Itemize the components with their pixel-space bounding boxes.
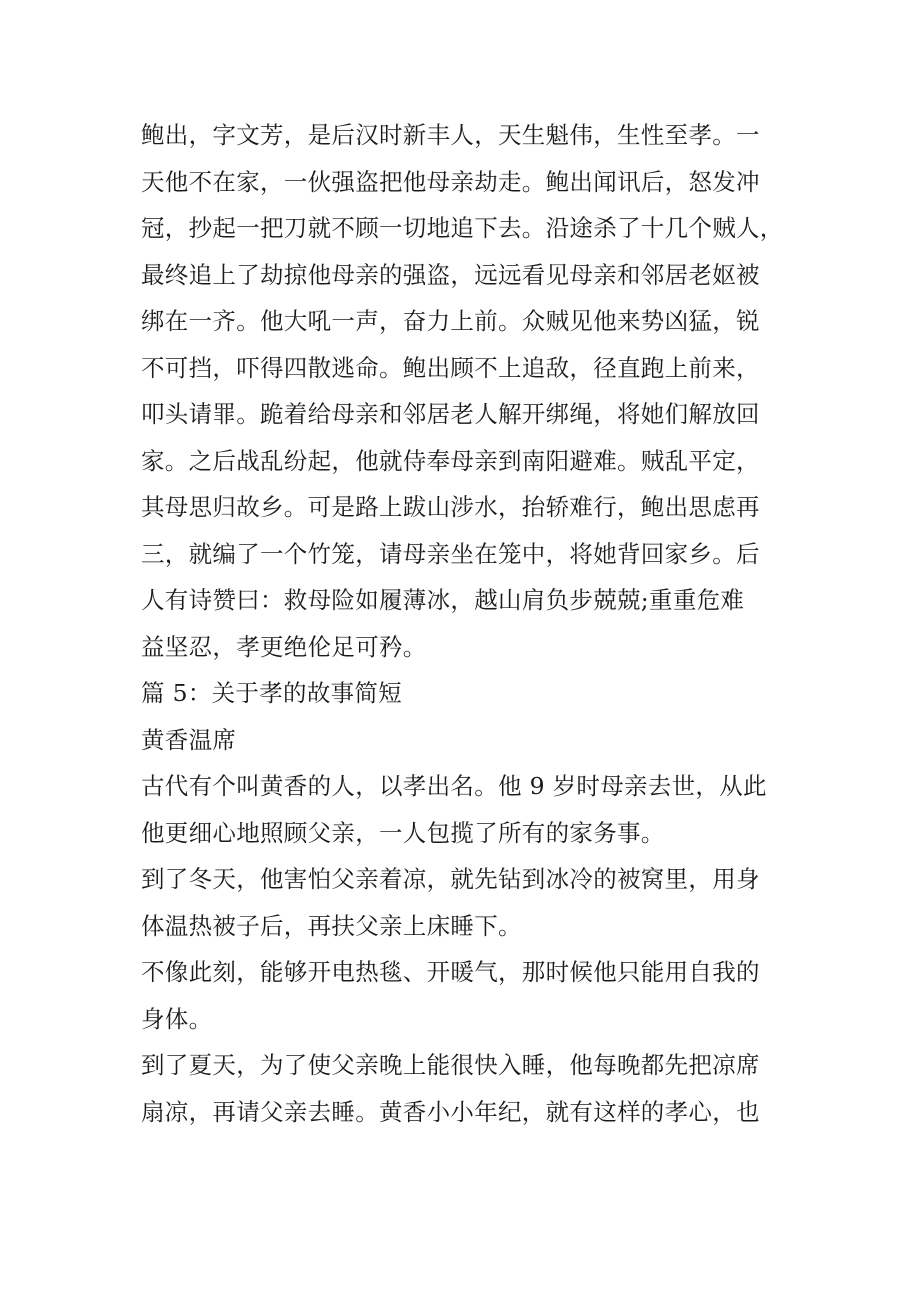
text-line: 身体。 (141, 1004, 213, 1033)
text-line: 体温热被子后，再扶父亲上床睡下。 (141, 911, 522, 940)
text-line: 古代有个叫黄香的人，以孝出名。他 9 岁时母亲去世，从此 (141, 772, 767, 800)
text-line: 冠，抄起一把刀就不顾一切地追下去。沿途杀了十几个贼人， (141, 214, 784, 242)
text-line: 不像此刻，能够开电热毯、开暖气，那时候他只能用自我的 (141, 958, 760, 986)
text-line: 天他不在家，一伙强盗把他母亲劫走。鲍出闻讯后，怒发冲 (141, 167, 760, 196)
text-line: 叩头请罪。跪着给母亲和邻居老人解开绑绳，将她们解放回 (141, 400, 760, 428)
story-title: 黄香温席 (141, 725, 237, 754)
text-line: 绑在一齐。他大吼一声，奋力上前。众贼见他来势凶猛，锐 (141, 307, 760, 335)
paragraph-bao-chu (141, 112, 801, 670)
text-line: 人有诗赞曰：救母险如履薄冰，越山肩负步兢兢;重重危难 (141, 586, 745, 614)
text-line: 家。之后战乱纷起，他就侍奉母亲到南阳避难。贼乱平定， (141, 446, 760, 475)
document-body (141, 112, 801, 1135)
paragraph-winter (141, 856, 801, 949)
text-line: 到了冬天，他害怕父亲着凉，就先钻到冰冷的被窝里，用身 (141, 865, 760, 893)
paragraph-huang-xiang-intro (141, 763, 801, 856)
section-heading: 篇 5：关于孝的故事简短 (141, 679, 403, 707)
text-line: 不可挡，吓得四散逃命。鲍出顾不上追敌，径直跑上前来， (141, 353, 760, 382)
text-line: 他更细心地照顾父亲，一人包揽了所有的家务事。 (141, 818, 665, 847)
text-line: 扇凉，再请父亲去睡。黄香小小年纪，就有这样的孝心，也 (141, 1097, 760, 1126)
text-line: 其母思归故乡。可是路上跋山涉水，抬轿难行，鲍出思虑再 (141, 493, 760, 521)
paragraph-summer (141, 1042, 801, 1135)
text-line: 鲍出，字文芳，是后汉时新丰人，天生魁伟，生性至孝。一 (141, 121, 760, 149)
paragraph-comparison (141, 949, 801, 1042)
text-line: 益坚忍，孝更绝伦足可矜。 (141, 632, 427, 661)
text-line: 到了夏天，为了使父亲晚上能很快入睡，他每晚都先把凉席 (141, 1051, 760, 1079)
text-line: 三，就编了一个竹笼，请母亲坐在笼中，将她背回家乡。后 (141, 539, 760, 568)
text-line: 最终追上了劫掠他母亲的强盗，远远看见母亲和邻居老妪被 (141, 260, 760, 289)
